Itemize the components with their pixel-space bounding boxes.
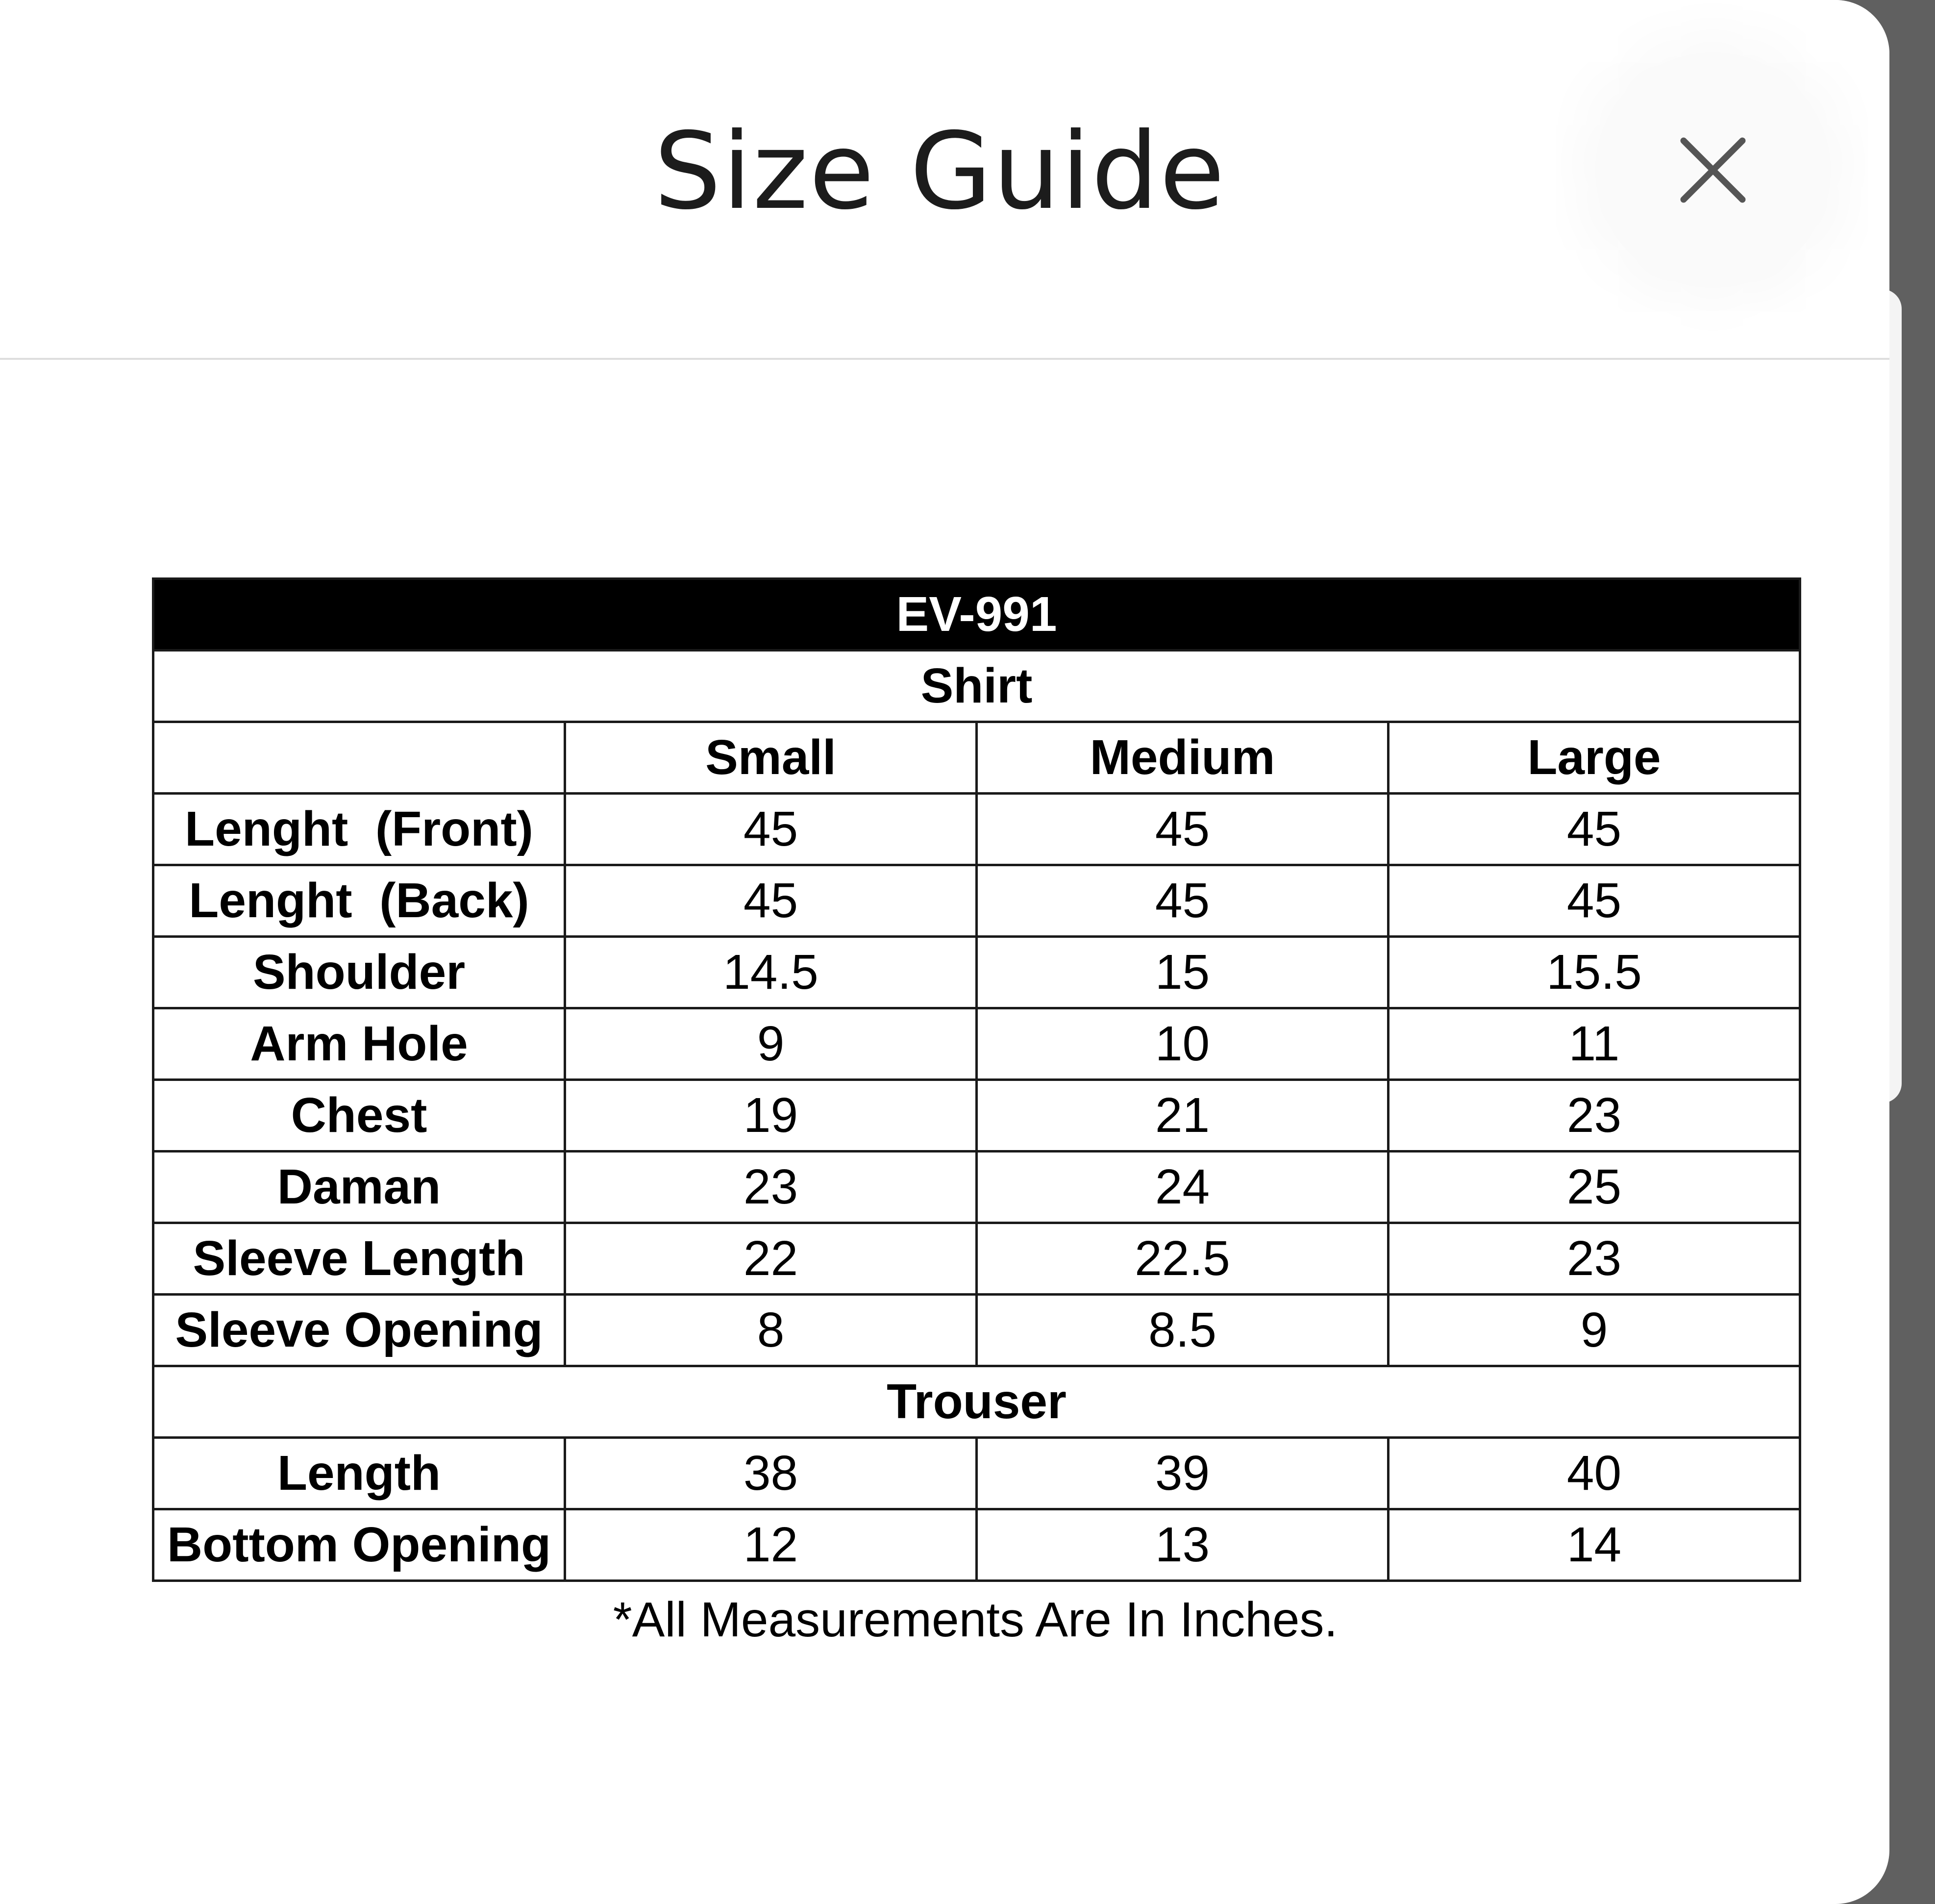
cell-medium: 39 (977, 1438, 1389, 1509)
table-row (153, 1438, 1800, 1509)
measurement-note: *All Measurements Are In Inches. (613, 1592, 1338, 1647)
row-label: Chest (153, 1080, 565, 1152)
table-row (153, 1295, 1800, 1366)
row-label: Lenght (Back) (153, 865, 565, 937)
modal-title: Size Guide (654, 110, 1226, 233)
row-label: Bottom Opening (153, 1509, 565, 1581)
row-label: Lenght (Front) (153, 794, 565, 865)
cell-large: 25 (1389, 1152, 1800, 1223)
cell-medium: 8.5 (977, 1295, 1389, 1366)
cell-medium: 45 (977, 865, 1389, 937)
size-chart (152, 577, 1799, 1656)
cell-small: 45 (565, 794, 977, 865)
column-header-small: Small (565, 722, 977, 794)
column-header-medium: Medium (977, 722, 1389, 794)
cell-small: 19 (565, 1080, 977, 1152)
cell-medium: 21 (977, 1080, 1389, 1152)
cell-small: 8 (565, 1295, 977, 1366)
cell-large: 14 (1389, 1509, 1800, 1581)
cell-medium: 45 (977, 794, 1389, 865)
row-label: Shoulder (153, 937, 565, 1008)
cell-large: 23 (1389, 1223, 1800, 1295)
row-label: Sleeve Opening (153, 1295, 565, 1366)
cell-medium: 22.5 (977, 1223, 1389, 1295)
section-heading-shirt: Shirt (153, 651, 1800, 722)
table-row (153, 865, 1800, 937)
cell-small: 9 (565, 1008, 977, 1080)
table-row (153, 794, 1800, 865)
cell-large: 40 (1389, 1438, 1800, 1509)
product-code-row (153, 579, 1800, 651)
table-row (153, 1152, 1800, 1223)
cell-large: 45 (1389, 865, 1800, 937)
cell-small: 22 (565, 1223, 977, 1295)
column-header-row (153, 722, 1800, 794)
cell-large: 11 (1389, 1008, 1800, 1080)
product-code: EV-991 (153, 579, 1800, 651)
row-label: Arm Hole (153, 1008, 565, 1080)
row-label: Length (153, 1438, 565, 1509)
cell-large: 23 (1389, 1080, 1800, 1152)
cell-medium: 15 (977, 937, 1389, 1008)
table-row (153, 1509, 1800, 1581)
column-header-empty (153, 722, 565, 794)
cell-large: 9 (1389, 1295, 1800, 1366)
column-header-large: Large (1389, 722, 1800, 794)
cell-small: 23 (565, 1152, 977, 1223)
cell-small: 38 (565, 1438, 977, 1509)
close-icon (1679, 136, 1747, 204)
cell-medium: 24 (977, 1152, 1389, 1223)
section-heading-trouser: Trouser (153, 1366, 1800, 1438)
row-label: Sleeve Length (153, 1223, 565, 1295)
cell-small: 14.5 (565, 937, 977, 1008)
cell-small: 12 (565, 1509, 977, 1581)
close-button[interactable] (1595, 52, 1831, 288)
cell-large: 45 (1389, 794, 1800, 865)
section-row-shirt (153, 651, 1800, 722)
section-row-trouser (153, 1366, 1800, 1438)
size-chart-table (152, 577, 1801, 1582)
table-row (153, 1080, 1800, 1152)
row-label: Daman (153, 1152, 565, 1223)
table-row (153, 937, 1800, 1008)
cell-medium: 13 (977, 1509, 1389, 1581)
cell-large: 15.5 (1389, 937, 1800, 1008)
table-row (153, 1008, 1800, 1080)
cell-medium: 10 (977, 1008, 1389, 1080)
cell-small: 45 (565, 865, 977, 937)
table-row (153, 1223, 1800, 1295)
